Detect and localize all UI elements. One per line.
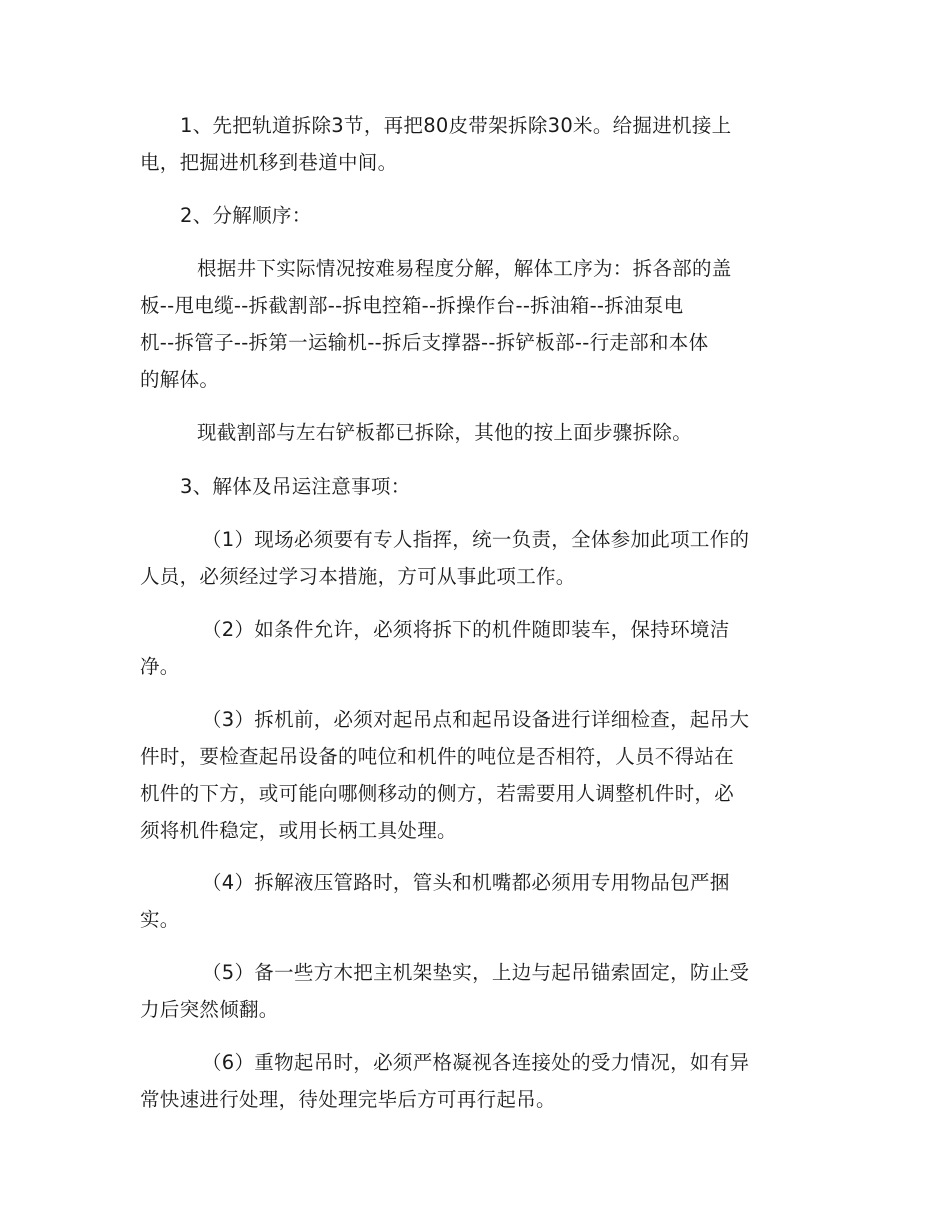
text-line: 电，把掘进机移到巷道中间。: [140, 151, 398, 174]
paragraph-note-5: [140, 954, 810, 1028]
paragraph-note-4: [140, 864, 810, 938]
text-line: 常快速进行处理，待处理完毕后方可再行起吊。: [140, 1088, 556, 1111]
paragraph-note-1: [140, 521, 810, 595]
text-line: 须将机件稳定，或用长柄工具处理。: [140, 819, 457, 842]
text-line: 2、分解顺序：: [180, 204, 312, 227]
text-line: 力后突然倾翻。: [140, 998, 279, 1021]
text-line: （4）拆解液压管路时，管头和机嘴都必须用专用物品包严捆: [202, 871, 730, 894]
text-line: （3）拆机前，必须对起吊点和起吊设备进行详细检查，起吊大: [202, 708, 750, 731]
text-line: （2）如条件允许，必须将拆下的机件随即装车，保持环境洁: [202, 618, 730, 641]
text-line: （5）备一些方木把主机架垫实，上边与起吊锚索固定，防止受: [202, 961, 750, 984]
text-line: 人员，必须经过学习本措施，方可从事此项工作。: [140, 565, 576, 588]
text-line: 件时，要检查起吊设备的吨位和机件的吨位是否相符，人员不得站在: [140, 745, 735, 768]
text-line: 机--拆管子--拆第一运输机--拆后支撑器--拆铲板部--行走部和本体: [140, 331, 709, 354]
text-line: 板--甩电缆--拆截割部--拆电控箱--拆操作台--拆油箱--拆油泵电: [140, 294, 684, 317]
text-line: 的解体。: [140, 368, 220, 391]
paragraph-current-status: [140, 414, 810, 451]
text-line: 现截割部与左右铲板都已拆除，其他的按上面步骤拆除。: [197, 421, 693, 444]
text-line: （1）现场必须要有专人指挥，统一负责，全体参加此项工作的: [202, 528, 750, 551]
paragraph-disassembly-order: [140, 250, 810, 398]
text-line: （6）重物起吊时，必须严格凝视各连接处的受力情况，如有异: [202, 1051, 750, 1074]
paragraph-note-3: [140, 701, 810, 849]
paragraph-step-3-heading: [140, 468, 810, 505]
paragraph-step-2-heading: [140, 197, 810, 234]
text-line: 根据井下实际情况按难易程度分解，解体工序为：拆各部的盖: [197, 257, 732, 280]
text-line: 3、解体及吊运注意事项：: [180, 475, 411, 498]
text-line: 实。: [140, 908, 180, 931]
text-line: 机件的下方，或可能向哪侧移动的侧方，若需要用人调整机件时，必: [140, 782, 735, 805]
text-line: 1、先把轨道拆除3节，再把80皮带架拆除30米。给掘进机接上: [180, 114, 732, 137]
text-line: 净。: [140, 655, 180, 678]
paragraph-note-2: [140, 611, 810, 685]
paragraph-note-6: [140, 1044, 810, 1118]
paragraph-step-1: [140, 107, 810, 181]
